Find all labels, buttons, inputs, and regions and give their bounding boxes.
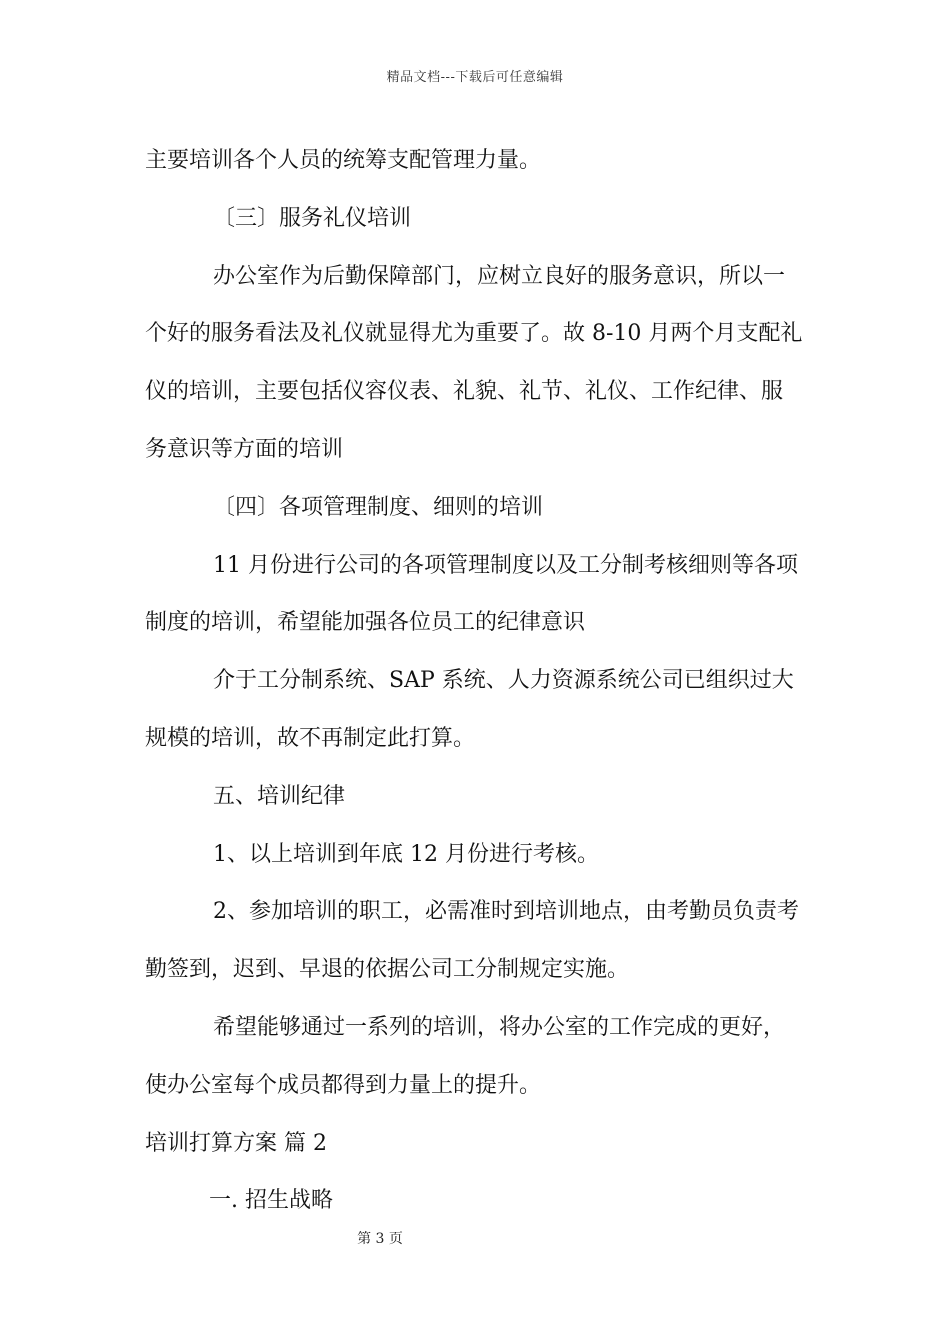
chapter-title: 培训打算方案 篇 2 (145, 1130, 327, 1156)
body-line: 使办公室每个成员都得到力量上的提升。 (145, 1072, 542, 1098)
body-line: 制度的培训，希望能加强各位员工的纪律意识 (145, 610, 586, 636)
body-line: 主要培训各个人员的统筹支配管理力量。 (145, 148, 542, 173)
body-line: 勤签到，迟到、早退的依据公司工分制规定实施。 (145, 957, 630, 983)
body-line: 办公室作为后勤保障部门，应树立良好的服务意识，所以一 (213, 263, 786, 289)
body-line: 希望能够通过一系列的培训，将办公室的工作完成的更好， (213, 1014, 786, 1040)
list-item: 1、以上培训到年底 12 月份进行考核。 (213, 841, 599, 867)
section-heading: 五、培训纪律 (213, 783, 346, 809)
body-line: 规模的培训，故不再制定此打算。 (145, 725, 476, 751)
document-body (145, 132, 810, 1230)
body-line: 介于工分制系统、SAP 系统、人力资源系统公司已组织过大 (213, 668, 794, 694)
section-heading: 〔三〕服务礼仪培训 (213, 205, 412, 231)
page-number: 第 3 页 (357, 1231, 403, 1247)
body-line: 务意识等方面的培训 (145, 436, 344, 462)
section-heading: 〔四〕各项管理制度、细则的培训 (213, 494, 544, 520)
list-item: 2、参加培训的职工，必需准时到培训地点，由考勤员负责考 (213, 899, 799, 925)
page-header: 精品文档---下载后可任意编辑 (386, 70, 564, 85)
body-line: 个好的服务看法及礼仪就显得尤为重要了。故 8-10 月两个月支配礼 (145, 321, 803, 347)
body-line: 11 月份进行公司的各项管理制度以及工分制考核细则等各项 (213, 552, 798, 578)
section-heading: 一. 招生战略 (209, 1188, 333, 1214)
body-line: 仪的培训，主要包括仪容仪表、礼貌、礼节、礼仪、工作纪律、服 (145, 379, 784, 405)
